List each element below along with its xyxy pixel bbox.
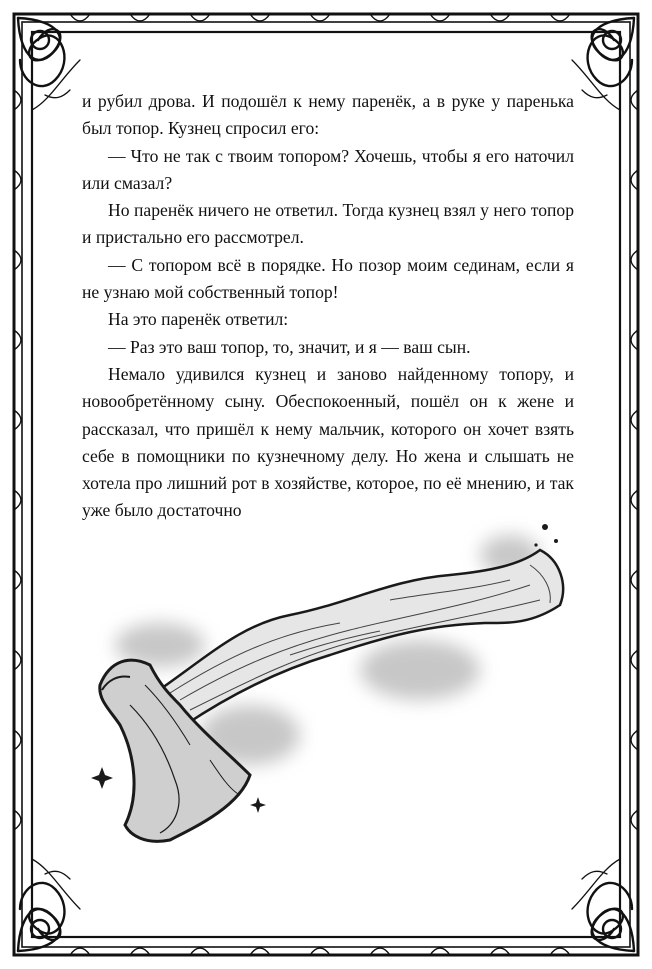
axe-handle bbox=[152, 550, 563, 725]
paragraph: — С топором всё в порядке. Но позор моим сединам, если я не узнаю мой собственный топор! bbox=[82, 254, 574, 303]
paragraph: — Раз это ваш топор, то, значит, и я — ваш сын. bbox=[108, 336, 471, 357]
corner-knot-top-left bbox=[18, 18, 64, 86]
paragraph: и рубил дрова. И подошёл к нему паренёк, а в руке у паренька был топор. Кузнец спросил его: bbox=[82, 91, 574, 139]
story-text bbox=[82, 88, 574, 525]
paragraph: Но паренёк ничего не ответил. Тогда кузнец взял у него топор и пристально его рассмотрел. bbox=[82, 200, 574, 248]
paragraph: — Что не так с твоим топором? Хочешь, чтобы я его наточил или смазал? bbox=[82, 145, 574, 193]
paragraph: Немало удивился кузнец и заново найденному топору, и новообретённому сыну. Обеспокоенный, пошёл он к жене и рассказал, что пришёл к нему мальчик, которого он хочет взять себе в помощники по кузнечному делу. Но жена и слышать не хотела про лишний рот в хозяйстве, которое, по её мнению, и так уже было достаточно bbox=[82, 363, 574, 521]
axe-icon bbox=[90, 505, 580, 855]
paragraph: На это паренёк ответил: bbox=[108, 309, 289, 330]
